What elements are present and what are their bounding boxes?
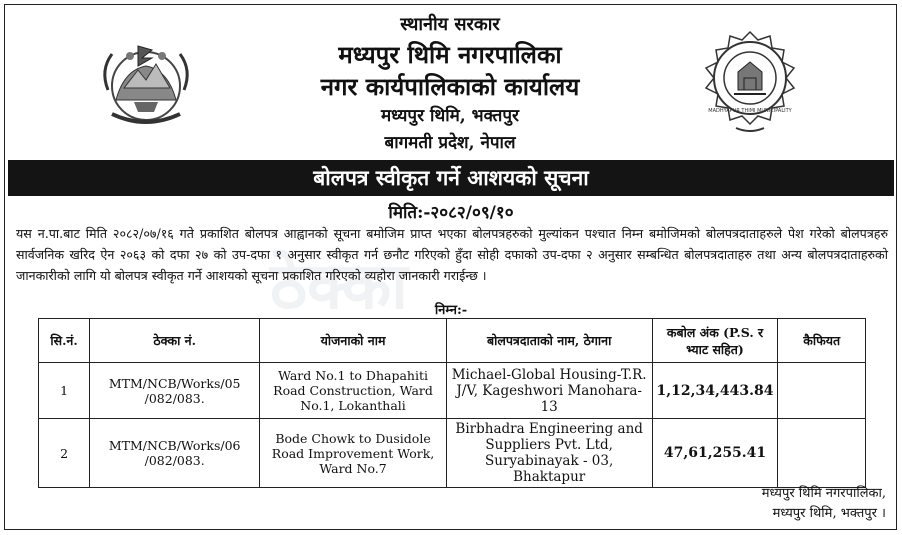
nepal-government-emblem-icon bbox=[94, 30, 198, 138]
cell-remarks bbox=[778, 363, 866, 419]
notice-title-banner: बोलपत्र स्वीकृत गर्ने आशयको सूचना bbox=[8, 160, 894, 196]
cell-sn: 2 bbox=[39, 419, 90, 488]
header-line-local-government: स्थानीय सरकार bbox=[400, 14, 500, 35]
table-row bbox=[39, 419, 866, 488]
seal-text: MADHYAPUR THIMI MUNICIPALITY bbox=[708, 108, 792, 114]
column-header-project-name: योजनाको नाम bbox=[260, 319, 446, 363]
header-line-province: बागमती प्रदेश, नेपाल bbox=[384, 133, 516, 153]
signature-line-address: मध्यपुर थिमि, भक्तपुर । bbox=[772, 506, 886, 521]
madhyapur-thimi-municipality-seal-icon bbox=[700, 28, 800, 136]
cell-remarks bbox=[778, 419, 866, 488]
tender-table bbox=[38, 318, 866, 488]
cell-project-name: Bode Chowk to Dusidole Road Improvement Work, Ward No.7 bbox=[260, 419, 446, 488]
table-header-row bbox=[39, 319, 866, 363]
column-header-bid-amount: कबोल अंक (P.S. र भ्याट सहित) bbox=[652, 319, 778, 363]
cell-contract-no: MTM/NCB/Works/06 /082/083. bbox=[90, 419, 260, 488]
column-header-bidder: बोलपत्रदाताको नाम, ठेगाना bbox=[446, 319, 652, 363]
cell-sn: 1 bbox=[39, 363, 90, 419]
cell-bidder: Michael-Global Housing-T.R. J/V, Kageshwori Manohara-13 bbox=[446, 363, 652, 419]
watermark: ठेक्का bbox=[270, 250, 408, 324]
header-line-address: मध्यपुर थिमि, भक्तपुर bbox=[381, 106, 519, 126]
header-line-office: नगर कार्यपालिकाको कार्यालय bbox=[320, 72, 580, 101]
cell-project-name: Ward No.1 to Dhapahiti Road Construction, Ward No.1, Lokanthali bbox=[260, 363, 446, 419]
cell-bid-amount: 47,61,255.41 bbox=[652, 419, 778, 488]
notice-body-paragraph: यस न.पा.बाट मिति २०८२/०७/१६ गते प्रकाशित बोलपत्र आह्वानको सूचना बमोजिम प्राप्त भएका बोलपत्रहरुको मुल्यांकन पश्चात निम्न बमोजिमको बोलपत्रदाताहरुले पेश गरेको बोलपत्रहरु सार्वजनिक खरिद ऐन २०६३ को दफा २७ को उप-दफा १ अनुसार स्वीकृत गर्न छनौट गरिएको हुँदा सोही दफाको उप-दफा २ अनुसार सम्बन्धित बोलपत्रदाताहरु तथा अन्य बोलपत्रदाताहरुको जानकारीको लागि यो बोलपत्र स्वीकृत गर्ने आशयको सूचना प्रकाशित गरिएको व्यहोरा जानकारी गराईन्छ । bbox=[16, 226, 888, 283]
table-row bbox=[39, 363, 866, 419]
column-header-contract-no: ठेक्का नं. bbox=[90, 319, 260, 363]
notice-date: मिति:-२०८२/०९/१० bbox=[388, 203, 514, 223]
cell-bidder: Birbhadra Engineering and Suppliers Pvt. Ltd, Suryabinayak - 03, Bhaktapur bbox=[446, 419, 652, 488]
column-header-remarks: कैफियत bbox=[778, 319, 866, 363]
header-line-municipality: मध्यपुर थिमि नगरपालिका bbox=[338, 40, 562, 69]
cell-bid-amount: 1,12,34,443.84 bbox=[652, 363, 778, 419]
notice-header bbox=[0, 0, 902, 158]
list-intro-label: निम्न:- bbox=[434, 303, 468, 318]
column-header-sn: सि.नं. bbox=[39, 319, 90, 363]
cell-contract-no: MTM/NCB/Works/05 /082/083. bbox=[90, 363, 260, 419]
signature-line-municipality: मध्यपुर थिमि नगरपालिका, bbox=[761, 486, 886, 501]
